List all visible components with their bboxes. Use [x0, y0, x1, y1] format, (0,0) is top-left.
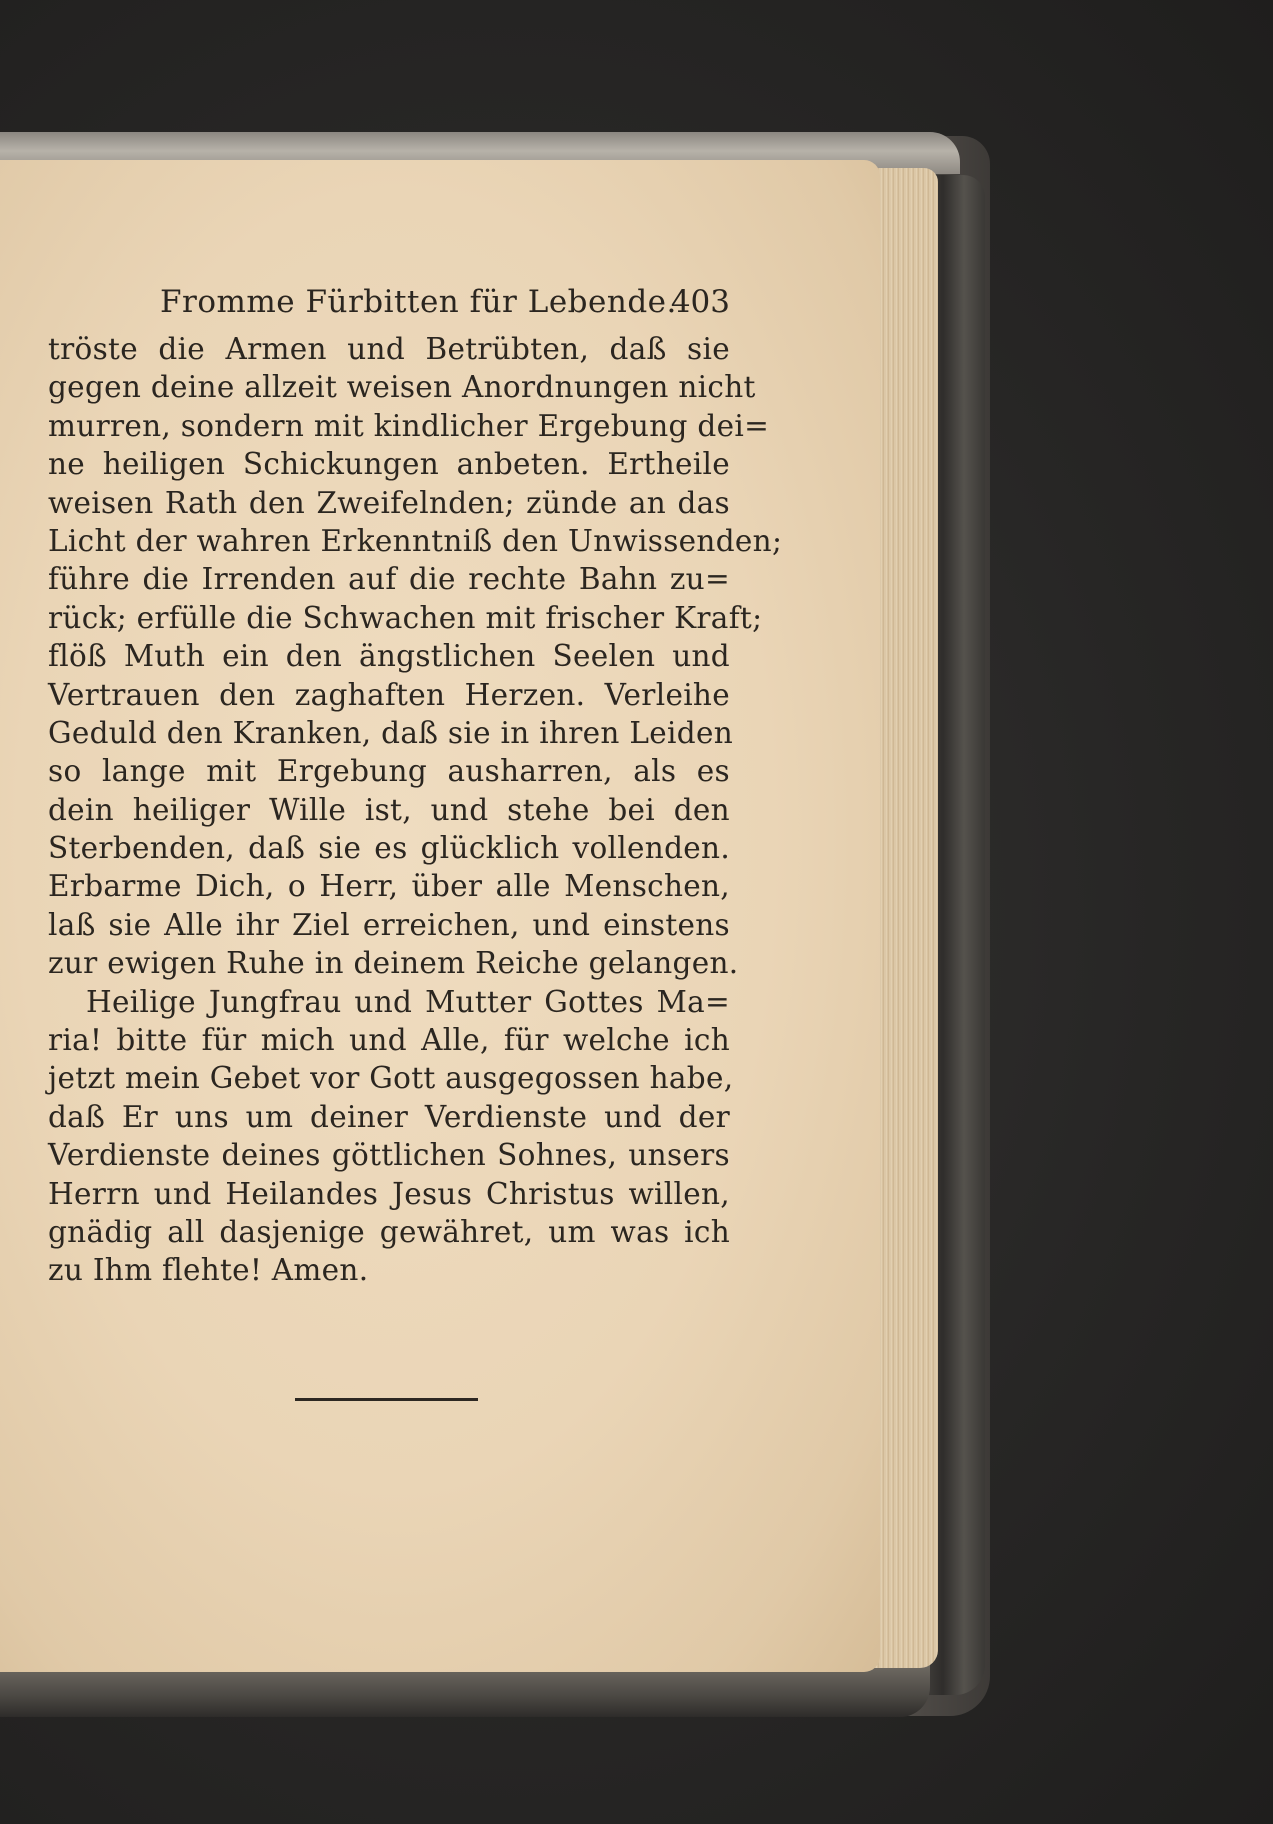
text-line: Vertrauen den zaghaften Herzen. Verleihe — [48, 677, 730, 712]
text-line: flöß Muth ein den ängstlichen Seelen und — [48, 639, 730, 674]
text-line: Licht der wahren Erkenntniß den Unwissenden; — [48, 523, 783, 558]
text-line: Erbarme Dich, o Herr, über alle Menschen, — [48, 869, 730, 904]
text-line: ne heiligen Schickungen anbeten. Ertheile — [48, 447, 730, 482]
text-line: Herrn und Heilandes Jesus Christus willen, — [48, 1176, 730, 1211]
text-line: dein heiliger Wille ist, und stehe bei den — [48, 792, 730, 827]
text-line: Verdienste deines göttlichen Sohnes, unsers — [48, 1138, 730, 1173]
text-line: gnädig all dasjenige gewähret, um was ich — [48, 1214, 730, 1249]
text-line: Heilige Jungfrau und Mutter Gottes Ma= — [86, 984, 730, 1019]
text-line: Geduld den Kranken, daß sie in ihren Leiden — [48, 715, 734, 750]
text-line: tröste die Armen und Betrübten, daß sie — [48, 332, 730, 366]
text-line: führe die Irrenden auf die rechte Bahn zu= — [48, 562, 730, 597]
text-line: weisen Rath den Zweifelnden; zünde an das — [48, 485, 730, 520]
text-line: murren, sondern mit kindlicher Ergebung dei= — [48, 408, 770, 443]
page-text-area — [48, 284, 783, 1290]
text-line: rück; erfülle die Schwachen mit frischer Kraft; — [48, 600, 763, 635]
text-line: gegen deine allzeit weisen Anordnungen nicht — [48, 370, 756, 405]
running-title: Fromme Fürbitten für Lebende. — [160, 284, 677, 320]
section-divider-rule — [295, 1398, 478, 1401]
page-number: 403 — [670, 284, 730, 320]
text-line: daß Er uns um deiner Verdienste und der — [48, 1099, 730, 1134]
text-line: jetzt mein Gebet vor Gott ausgegossen habe, — [48, 1061, 734, 1096]
text-line: so lange mit Ergebung ausharren, als es — [48, 754, 730, 789]
text-line: laß sie Alle ihr Ziel erreichen, und einstens — [48, 907, 730, 942]
text-line: ria! bitte für mich und Alle, für welche ich — [48, 1023, 730, 1058]
book-cover-bottom-edge — [0, 1665, 930, 1717]
page-header — [48, 284, 730, 328]
body-text — [48, 330, 783, 1290]
text-line: Sterbenden, daß sie es glücklich vollenden. — [48, 831, 730, 866]
text-line: zu Ihm flehte! Amen. — [48, 1253, 369, 1288]
text-line: zur ewigen Ruhe in deinem Reiche gelangen. — [48, 946, 739, 981]
